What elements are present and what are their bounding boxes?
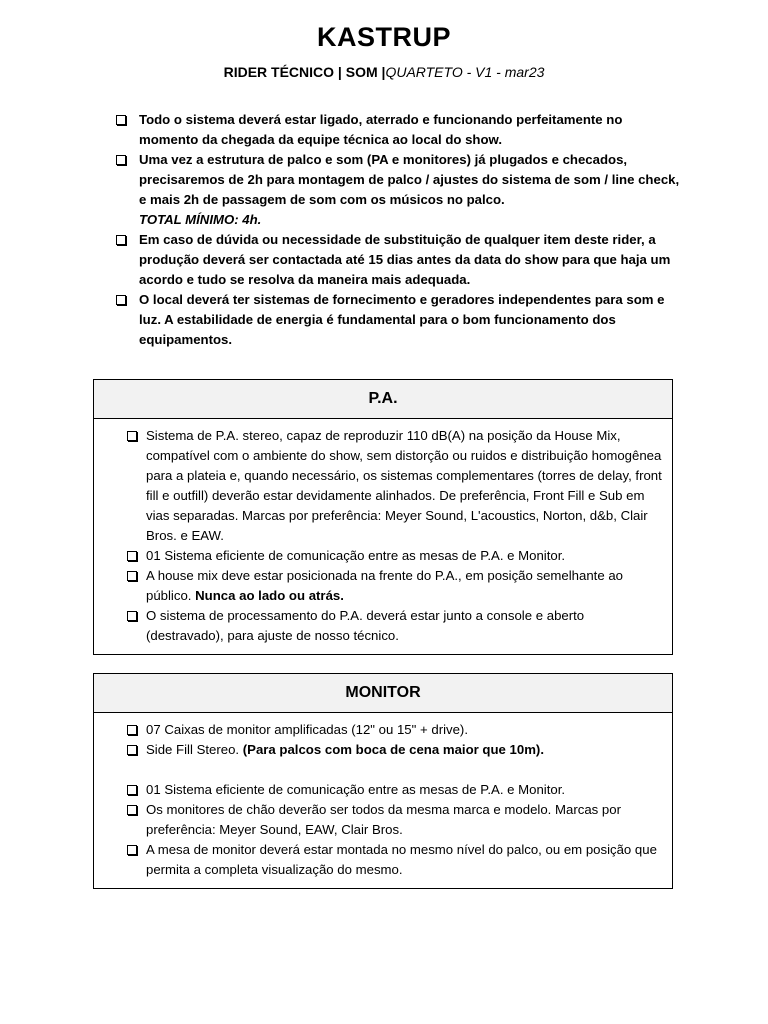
list-item [126, 720, 664, 740]
checkbox-bullet-icon [127, 845, 137, 855]
intro-item-text: Em caso de dúvida ou necessidade de substituição de qualquer item deste rider, a produção deverá ser contactada até 15 dias antes da data do show para que haja um acordo e tudo se resolva da maneira mais adequada. [139, 232, 671, 287]
checkbox-bullet-icon [127, 571, 137, 581]
list-item [126, 426, 664, 546]
checkbox-bullet-icon [116, 155, 126, 165]
intro-list [114, 110, 684, 350]
list-item-text: 07 Caixas de monitor amplificadas (12" ou 15" + drive). [146, 722, 468, 737]
list-item [126, 546, 664, 566]
list-item-text: A house mix deve estar posicionada na frente do P.A., em posição semelhante ao público. [146, 568, 624, 603]
intro-item [114, 290, 684, 350]
total-minimum-note: TOTAL MÍNIMO: 4h. [139, 212, 262, 227]
checkbox-bullet-icon [116, 295, 126, 305]
pa-section-body [94, 419, 672, 654]
intro-item-text: Todo o sistema deverá estar ligado, aterrado e funcionando perfeitamente no momento da chegada da equipe técnica ao local do show. [139, 112, 623, 147]
spacer [126, 760, 664, 780]
checkbox-bullet-icon [116, 115, 126, 125]
intro-item [114, 110, 684, 150]
list-item-text: 01 Sistema eficiente de comunicação entre as mesas de P.A. e Monitor. [146, 548, 566, 563]
intro-item [114, 230, 684, 290]
pa-section-heading: P.A. [94, 380, 672, 419]
list-item-emphasis: Nunca ao lado ou atrás. [195, 588, 344, 603]
checkbox-bullet-icon [127, 725, 137, 735]
list-item-text: O sistema de processamento do P.A. deverá estar junto a console e aberto (destravado), para ajuste de nosso técnico. [146, 608, 585, 643]
intro-item-text: Uma vez a estrutura de palco e som (PA e monitores) já plugados e checados, precisaremos de 2h para montagem de palco / ajustes do sistema de som / line check, e mais 2h de passagem de som com os músicos no palco. [139, 152, 680, 207]
checkbox-bullet-icon [127, 745, 137, 755]
checkbox-bullet-icon [127, 611, 137, 621]
monitor-section-heading: MONITOR [94, 674, 672, 713]
list-item-text: 01 Sistema eficiente de comunicação entre as mesas de P.A. e Monitor. [146, 782, 566, 797]
list-item-text: Side Fill Stereo. [146, 742, 240, 757]
list-item [126, 780, 664, 800]
list-item [126, 840, 664, 880]
document-subtitle [0, 64, 768, 80]
list-item-emphasis: (Para palcos com boca de cena maior que 10m). [242, 742, 544, 757]
checkbox-bullet-icon [127, 551, 137, 561]
list-item [126, 740, 664, 760]
list-item-text: Sistema de P.A. stereo, capaz de reproduzir 110 dB(A) na posição da House Mix, compatível com o ambiente do show, sem distorção ou ruidos e distribuição homogênea para a plateia e, quando necessário, os sistemas complementares (torres de delay, front fill e outfill) deverão estar devidamente alinhados. De preferência, Front Fill e Sub em vias separadas. Marcas por preferência: Meyer Sound, L'acoustics, Norton, d&b, Clair Bros. e EAW. [146, 428, 662, 543]
list-item-text: A mesa de monitor deverá estar montada no mesmo nível do palco, ou em posição que permita a completa visualização do mesmo. [146, 842, 657, 877]
list-item [126, 566, 664, 606]
checkbox-bullet-icon [127, 805, 137, 815]
checkbox-bullet-icon [127, 431, 137, 441]
monitor-section-body [94, 713, 672, 888]
list-item-text: Os monitores de chão deverão ser todos da mesma marca e modelo. Marcas por preferência: Meyer Sound, EAW, Clair Bros. [146, 802, 621, 837]
intro-item-text: O local deverá ter sistemas de fornecimento e geradores independentes para som e luz. A estabilidade de energia é fundamental para o bom funcionamento dos equipamentos. [139, 292, 665, 347]
checkbox-bullet-icon [127, 785, 137, 795]
document-title: KASTRUP [316, 22, 451, 52]
intro-item [114, 150, 684, 230]
checkbox-bullet-icon [116, 235, 126, 245]
subtitle-version: QUARTETO - V1 - mar23 [385, 64, 545, 80]
list-item [126, 606, 664, 646]
list-item [126, 800, 664, 840]
monitor-section [93, 673, 673, 889]
subtitle-main: RIDER TÉCNICO | SOM | [223, 64, 386, 80]
pa-section [93, 379, 673, 655]
